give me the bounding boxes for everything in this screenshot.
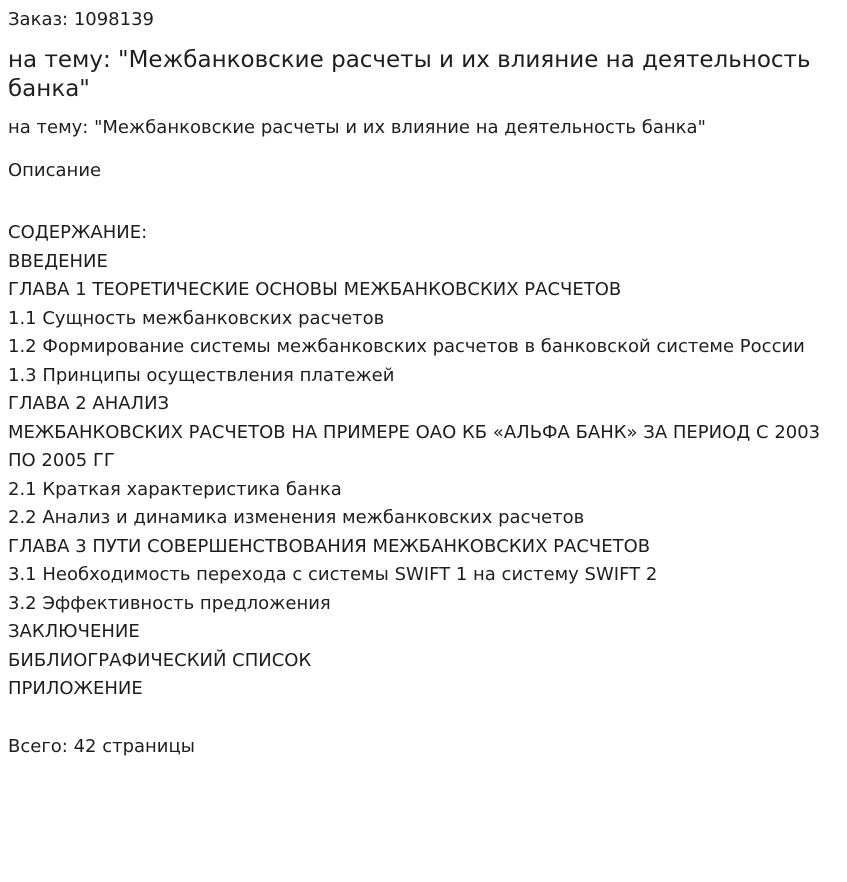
- toc-item-1-3: 1.3 Принципы осуществления платежей: [8, 364, 395, 386]
- toc-item-conclusion: ЗАКЛЮЧЕНИЕ: [8, 621, 140, 642]
- toc-item-1-2: 1.2 Формирование системы межбанковских расчетов в банковской системе России: [8, 336, 805, 357]
- description-heading: Описание: [8, 160, 102, 181]
- toc-item-chapter-1: ГЛАВА 1 ТЕОРЕТИЧЕСКИЕ ОСНОВЫ МЕЖБАНКОВСКИХ РАСЧЕТОВ: [8, 279, 622, 300]
- toc-item-3-1: 3.1 Необходимость перехода с системы SWIFT 1 на систему SWIFT 2: [8, 564, 658, 585]
- toc-item-intro: ВВЕДЕНИЕ: [8, 250, 108, 272]
- toc-item-chapter-2-continued: МЕЖБАНКОВСКИХ РАСЧЕТОВ НА ПРИМЕРЕ ОАО КБ «АЛЬФА БАНК» ЗА ПЕРИОД С 2003 ПО 2005 ГГ: [8, 421, 821, 471]
- toc-item-appendix: ПРИЛОЖЕНИЕ: [8, 678, 143, 699]
- page-title: на тему: "Межбанковские расчеты и их влияние на деятельность банка": [8, 47, 811, 102]
- page-count: Всего: 42 страницы: [8, 735, 195, 757]
- toc-item-3-2: 3.2 Эффективность предложения: [8, 592, 331, 614]
- toc-item-2-1: 2.1 Краткая характеристика банка: [8, 478, 342, 500]
- toc-item-chapter-3: ГЛАВА 3 ПУТИ СОВЕРШЕНСТВОВАНИЯ МЕЖБАНКОВСКИХ РАСЧЕТОВ: [8, 535, 651, 557]
- toc-item-1-1: 1.1 Сущность межбанковских расчетов: [8, 307, 385, 329]
- subtitle: на тему: "Межбанковские расчеты и их влияние на деятельность банка": [8, 117, 706, 138]
- order-number: Заказ: 1098139: [8, 9, 154, 30]
- toc-item-chapter-2: ГЛАВА 2 АНАЛИЗ: [8, 393, 170, 414]
- toc-item-heading: СОДЕРЖАНИЕ:: [8, 222, 148, 243]
- table-of-contents: [8, 219, 839, 704]
- toc-item-2-2: 2.2 Анализ и динамика изменения межбанковских расчетов: [8, 507, 585, 528]
- toc-item-bibliography: БИБЛИОГРАФИЧЕСКИЙ СПИСОК: [8, 649, 312, 671]
